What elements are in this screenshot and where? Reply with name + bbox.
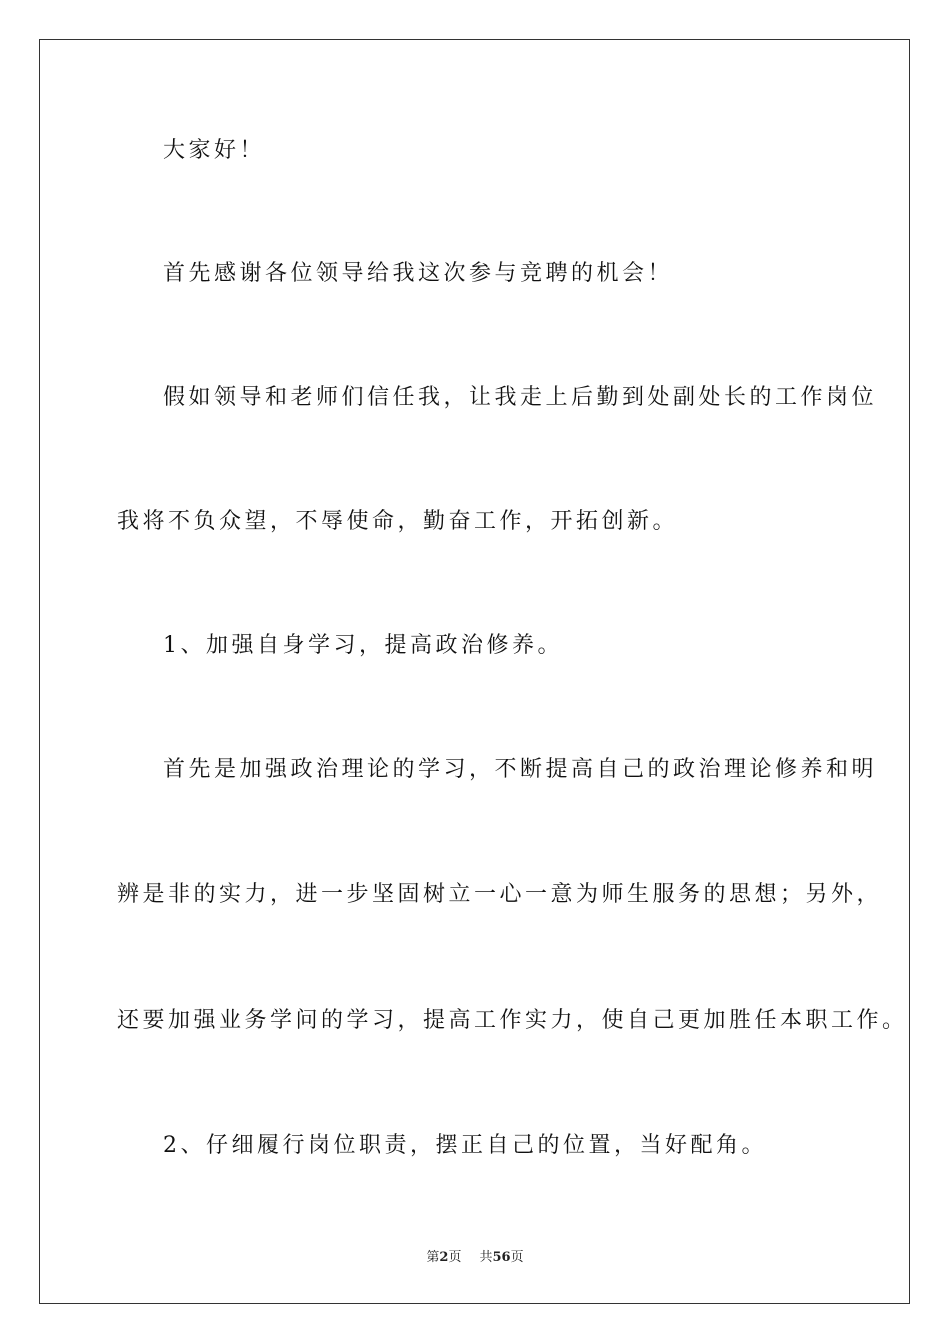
paragraph-line: 我将不负众望，不辱使命，勤奋工作，开拓创新。 — [117, 509, 679, 534]
page-suffix: 页 — [448, 1250, 462, 1265]
paragraph-line: 假如领导和老师们信任我，让我走上后勤到处副处长的工作岗位 — [163, 385, 878, 410]
page-border — [39, 39, 910, 1304]
page-prefix: 第 — [426, 1250, 440, 1265]
section-heading-1: 1、加强自身学习，提高政治修养。 — [163, 633, 563, 658]
total-pages: 56 — [492, 1250, 511, 1265]
section-heading-2: 2、仔细履行岗位职责，摆正自己的位置，当好配角。 — [163, 1133, 767, 1158]
greeting-line: 大家好！ — [163, 138, 266, 163]
paragraph-line: 还要加强业务学问的学习，提高工作实力，使自己更加胜任本职工作。 — [117, 1008, 908, 1033]
page-number: 2 — [439, 1250, 449, 1265]
paragraph-line: 辨是非的实力，进一步坚固树立一心一意为师生服务的思想；另外， — [117, 882, 883, 907]
paragraph-line: 首先感谢各位领导给我这次参与竞聘的机会！ — [163, 261, 674, 286]
total-suffix: 页 — [510, 1250, 524, 1265]
total-prefix: 共 — [479, 1250, 493, 1265]
page-footer — [0, 1249, 950, 1267]
paragraph-line: 首先是加强政治理论的学习，不断提高自己的政治理论修养和明 — [163, 757, 878, 782]
